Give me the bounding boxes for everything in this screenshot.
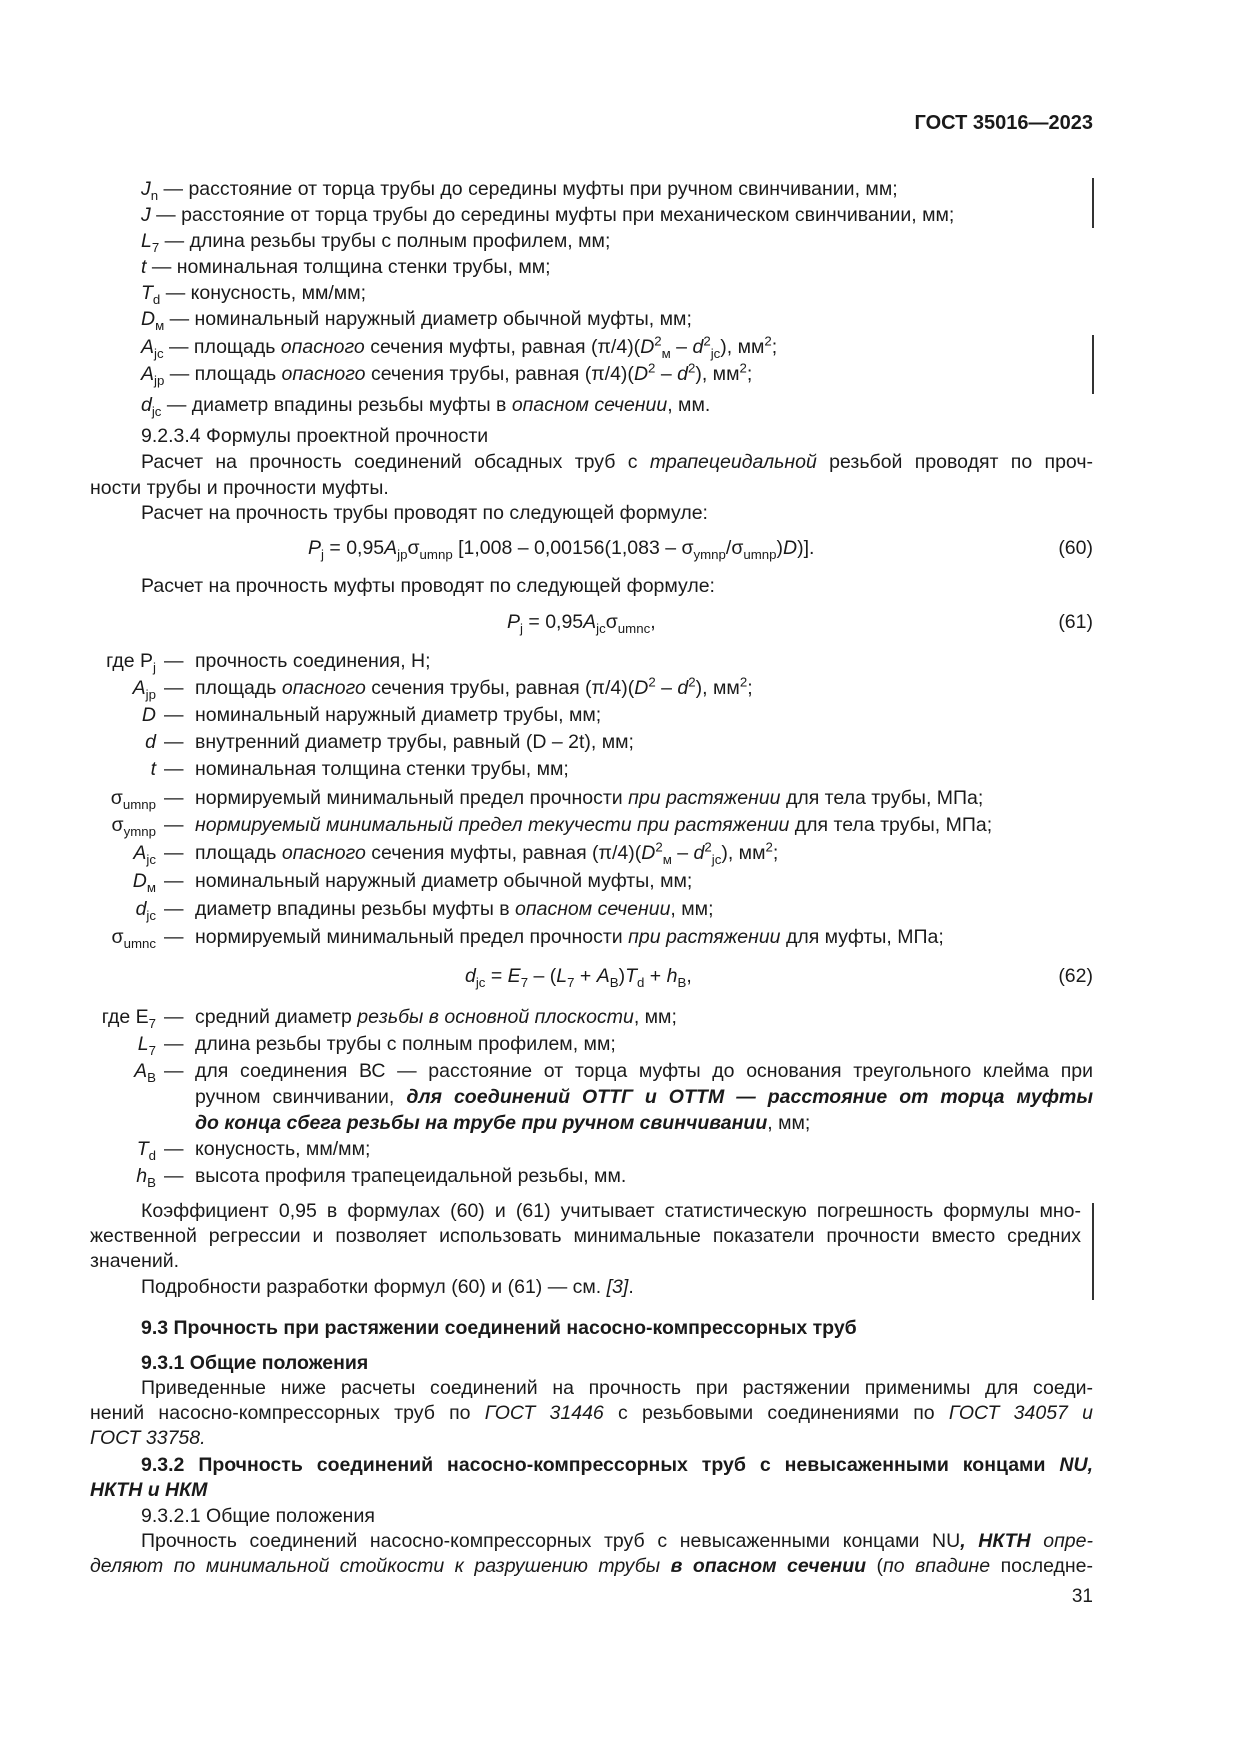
heading-9-2-3-4: 9.2.3.4 Формулы проектной прочности bbox=[141, 425, 489, 447]
def-dash: — bbox=[164, 787, 184, 809]
def-dash: — bbox=[164, 926, 184, 948]
paragraph-9-3-1: Приведенные ниже расчеты соединений на прочность при растяжении применимы для соеди- bbox=[141, 1377, 1093, 1399]
where-label: $A_B$ bbox=[134, 1060, 156, 1085]
where-label: $A_{jp}$ bbox=[132, 677, 156, 702]
def-text: диаметр впадины резьбы муфты в опасном сечении, мм; bbox=[195, 898, 714, 920]
where-label: D bbox=[141, 704, 156, 726]
def-dash: — bbox=[164, 758, 184, 780]
paragraph-pipe-formula-intro: Расчет на прочность трубы проводят по следующей формуле: bbox=[141, 502, 708, 524]
def-text: высота профиля трапецеидальной резьбы, мм. bbox=[195, 1165, 627, 1187]
where-label: $A_{jc}$ bbox=[133, 842, 156, 867]
equation-number-62: (62) bbox=[1058, 965, 1093, 987]
formula-61: $P_j = 0,95A_{jc}\sigma_{umnc}$, bbox=[507, 611, 656, 636]
where-label: $d_{jc}$ bbox=[135, 898, 156, 923]
paragraph-coupling-formula-intro: Расчет на прочность муфты проводят по следующей формуле: bbox=[141, 575, 715, 597]
def-j: J — расстояние от торца трубы до середины муфты при механическом свинчивании, мм; bbox=[141, 204, 955, 226]
where-label: $\sigma_{ymnp}$ bbox=[111, 814, 156, 839]
heading-9-3-1: 9.3.1 Общие положения bbox=[141, 1352, 369, 1374]
paragraph-coefficient-end: значений. bbox=[90, 1250, 180, 1272]
def-dash: — bbox=[164, 1060, 184, 1082]
where-label: $L_7$ bbox=[137, 1033, 156, 1058]
paragraph-details: Подробности разработки формул (60) и (61) — см. [3]. bbox=[141, 1276, 634, 1298]
def-text: номинальный наружный диаметр обычной муфты, мм; bbox=[195, 870, 693, 892]
equation-number-60: (60) bbox=[1058, 537, 1093, 559]
def-dash: — bbox=[164, 1033, 184, 1055]
def-dm: $D_м$ — номинальный наружный диаметр обычной муфты, мм; bbox=[141, 308, 692, 333]
def-dash: — bbox=[164, 1165, 184, 1187]
heading-9-3-2-1: 9.3.2.1 Общие положения bbox=[141, 1505, 375, 1527]
def-text: номинальный наружный диаметр трубы, мм; bbox=[195, 704, 602, 726]
paragraph-9-3-2-1: Прочность соединений насосно-компрессорных труб с невысаженными концами NU, НКТН опре- bbox=[141, 1530, 1093, 1552]
def-jn: $J_n$ — расстояние от торца трубы до середины муфты при ручном свинчивании, мм; bbox=[141, 178, 898, 203]
def-dash: — bbox=[164, 842, 184, 864]
equation-number-61: (61) bbox=[1058, 611, 1093, 633]
change-bar bbox=[1092, 1203, 1094, 1300]
where-label: d bbox=[145, 731, 156, 753]
heading-9-3: 9.3 Прочность при растяжении соединений насосно-компрессорных труб bbox=[141, 1317, 857, 1339]
def-td: $T_d$ — конусность, мм/мм; bbox=[141, 282, 367, 307]
change-bar bbox=[1092, 335, 1094, 394]
where-label: где $E_7$ bbox=[101, 1006, 156, 1031]
change-bar bbox=[1092, 178, 1094, 228]
paragraph-9-3-1-cont: нений насосно-компрессорных труб по ГОСТ 31446 с резьбовыми соединениями по ГОСТ 34057 и bbox=[90, 1402, 1093, 1424]
def-l7: $L_7$ — длина резьбы трубы с полным профилем, мм; bbox=[141, 230, 611, 255]
heading-9-3-2: 9.3.2 Прочность соединений насосно-компрессорных труб с невысаженными концами NU, bbox=[141, 1454, 1093, 1476]
paragraph-coefficient: Коэффициент 0,95 в формулах (60) и (61) учитывает статистическую погрешность формулы мно- bbox=[141, 1200, 1081, 1222]
def-text: нормируемый минимальный предел прочности при растяжении для тела трубы, МПа; bbox=[195, 787, 984, 809]
def-text: ручном свинчивании, для соединений ОТТГ и ОТТМ — расстояние от торца муфты bbox=[195, 1086, 1094, 1108]
def-text: площадь опасного сечения трубы, равная $(\pi/4)(D^2 - d^2)$, $мм^2$; bbox=[195, 674, 753, 699]
def-dash: — bbox=[164, 1006, 184, 1028]
where-label: $\sigma_{umnp}$ bbox=[110, 787, 156, 812]
def-dash: — bbox=[164, 898, 184, 920]
def-djc: $d_{jc}$ — диаметр впадины резьбы муфты в опасном сечении, мм. bbox=[141, 394, 711, 419]
def-text: прочность соединения, Н; bbox=[195, 650, 431, 672]
paragraph-9-3-1-end: ГОСТ 33758. bbox=[90, 1427, 206, 1449]
def-dash: — bbox=[164, 1138, 184, 1160]
paragraph-strength-1-cont: ности трубы и прочности муфты. bbox=[90, 477, 389, 499]
def-text: номинальная толщина стенки трубы, мм; bbox=[195, 758, 569, 780]
where-label: $D_м$ bbox=[132, 870, 156, 895]
formula-62: $d_{jc} = E_7 - (L_7 + A_B)T_d + h_B$, bbox=[465, 965, 692, 990]
def-dash: — bbox=[164, 731, 184, 753]
where-label: $h_B$ bbox=[136, 1165, 156, 1190]
paragraph-9-3-2-1-cont: деляют по минимальной стойкости к разрушению трубы в опасном сечении (по впадине последне- bbox=[90, 1555, 1094, 1577]
def-t: t — номинальная толщина стенки трубы, мм; bbox=[141, 256, 551, 278]
def-text: до конца сбега резьбы на трубе при ручном свинчивании, мм; bbox=[195, 1112, 811, 1134]
def-ajc: $A_{jc}$ — площадь опасного сечения муфты, равная $(\pi/4)(D^2_м - d^2_{jc})$, $мм^2$; bbox=[141, 333, 778, 361]
def-dash: — bbox=[164, 704, 184, 726]
where-label: $\sigma_{umnc}$ bbox=[111, 926, 156, 951]
def-text: длина резьбы трубы с полным профилем, мм; bbox=[195, 1033, 616, 1055]
def-ajp: $A_{jp}$ — площадь опасного сечения трубы, равная $(\pi/4)(D^2 - d^2)$, $мм^2$; bbox=[141, 360, 753, 388]
def-text: конусность, мм/мм; bbox=[195, 1138, 371, 1160]
where-label: t bbox=[150, 758, 156, 780]
def-dash: — bbox=[164, 870, 184, 892]
def-dash: — bbox=[164, 814, 184, 836]
paragraph-coefficient-cont: жественной регрессии и позволяет использовать минимальные показатели прочности вместо средних bbox=[90, 1225, 1081, 1247]
def-dash: — bbox=[164, 677, 184, 699]
where-label: $T_d$ bbox=[136, 1138, 156, 1163]
where-label: где $P_j$ bbox=[106, 650, 156, 675]
def-dash: — bbox=[164, 650, 184, 672]
formula-60: $P_j = 0,95A_{jp}\sigma_{umnp}$ $[1,008 - 0,00156(1,083 - \sigma_{ymnp}/\sigma_{umnp})D)$]. bbox=[308, 537, 815, 562]
def-text: средний диаметр резьбы в основной плоскости, мм; bbox=[195, 1006, 677, 1028]
document-header: ГОСТ 35016—2023 bbox=[914, 112, 1093, 134]
def-text: для соединения ВС — расстояние от торца муфты до основания треугольного клейма при bbox=[195, 1060, 1093, 1082]
def-text: нормируемый минимальный предел прочности при растяжении для муфты, МПа; bbox=[195, 926, 944, 948]
def-text: внутренний диаметр трубы, равный (D – 2t), мм; bbox=[195, 731, 634, 753]
def-text: площадь опасного сечения муфты, равная $(\pi/4)(D^2_м - d^2_{jc})$, $мм^2$; bbox=[195, 839, 779, 867]
paragraph-strength-1: Расчет на прочность соединений обсадных труб с трапецеидальной резьбой проводят по проч- bbox=[141, 451, 1093, 473]
page-number: 31 bbox=[1071, 1586, 1093, 1607]
def-text: нормируемый минимальный предел текучести при растяжении для тела трубы, МПа; bbox=[195, 814, 993, 836]
heading-9-3-2-cont: НКТН и НКМ bbox=[90, 1479, 208, 1501]
